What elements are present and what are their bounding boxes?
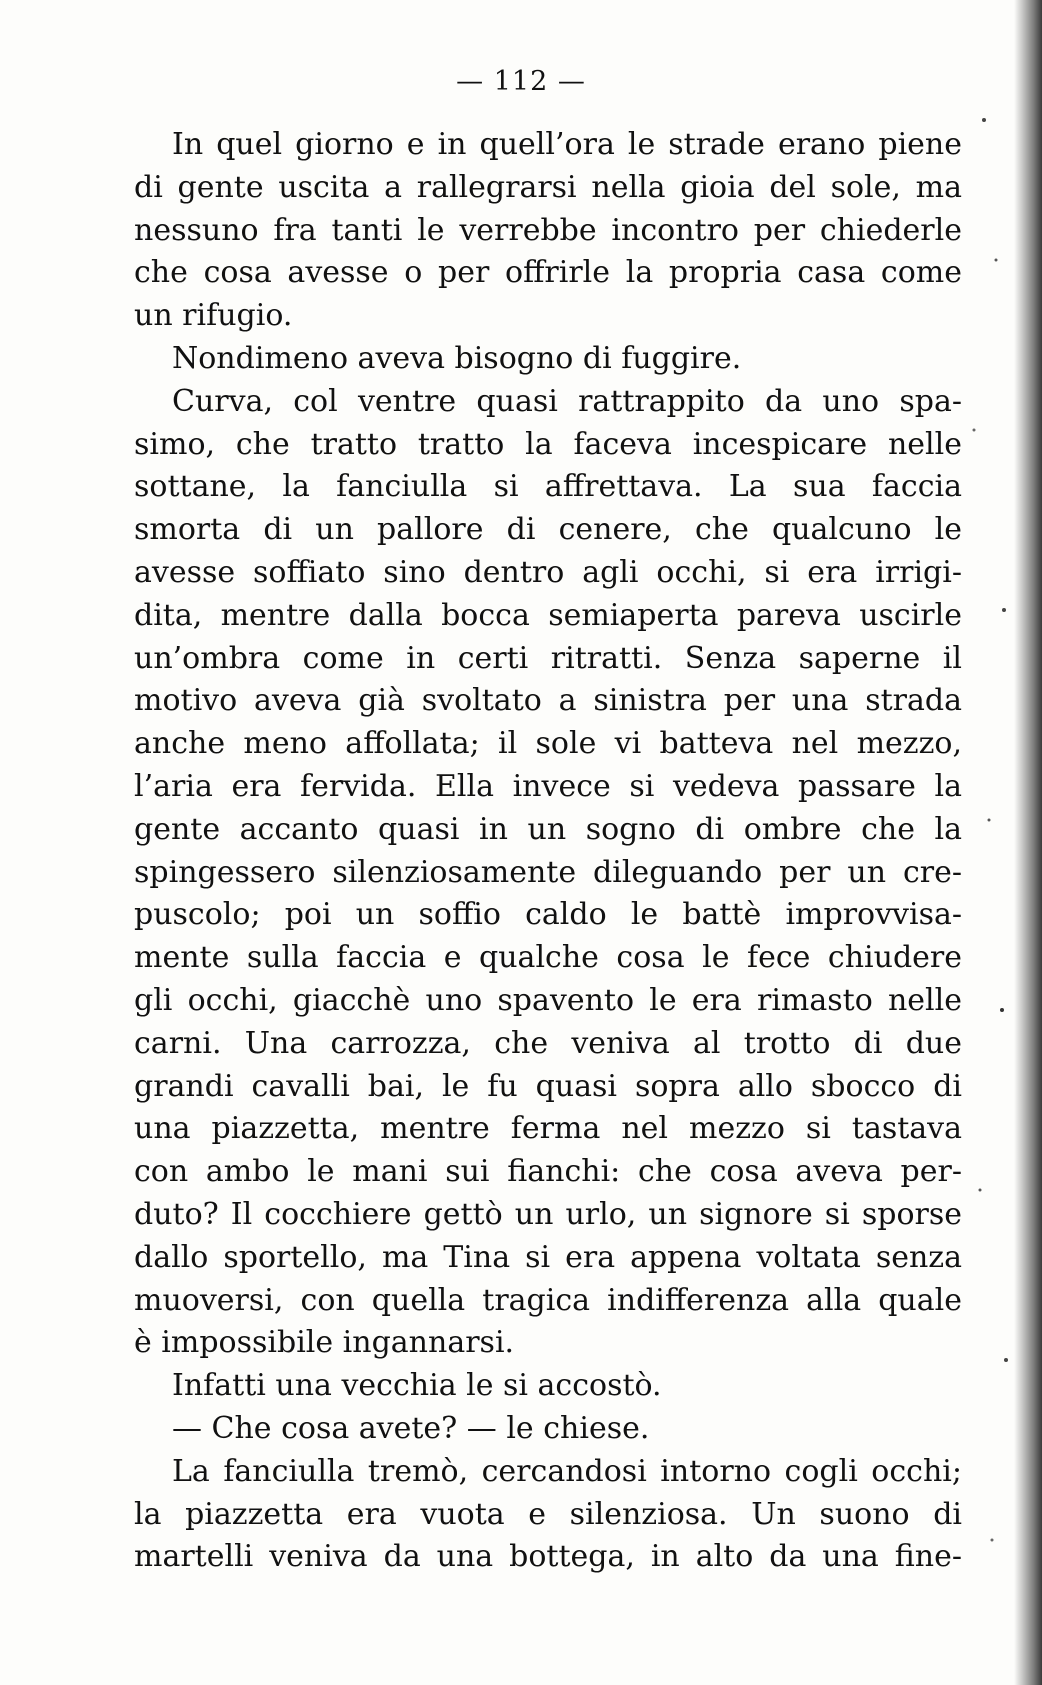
- text-line: dallo sportello, ma Tina si era appena voltata senza: [134, 1239, 962, 1275]
- body-text: [134, 124, 962, 1579]
- text-line: motivo aveva già svoltato a sinistra per una strada: [134, 683, 962, 719]
- text-line: muoversi, con quella tragica indifferenza alla quale: [134, 1282, 962, 1318]
- text-line: duto? Il cocchiere gettò un urlo, un signore si sporse: [134, 1196, 962, 1232]
- text-line: dita, mentre dalla bocca semiaperta pareva uscirle: [134, 597, 962, 633]
- text-line: che cosa avesse o per offrirle la propria casa come: [134, 255, 962, 291]
- text-line: gli occhi, giacchè uno spavento le era rimasto nelle: [134, 982, 962, 1018]
- text-line: di gente uscita a rallegrarsi nella gioia del sole, ma: [134, 169, 962, 205]
- text-line: Nondimeno aveva bisogno di fuggire.: [172, 340, 742, 376]
- text-line: sottane, la fanciulla si affrettava. La sua faccia: [134, 469, 962, 505]
- text-line: con ambo le mani sui fianchi: che cosa aveva per-: [134, 1154, 962, 1190]
- text-line: puscolo; poi un soffio caldo le battè improvvisa-: [134, 897, 962, 933]
- text-line: l’aria era fervida. Ella invece si vedeva passare la: [134, 768, 962, 804]
- text-line: smorta di un pallore di cenere, che qualcuno le: [134, 512, 962, 548]
- text-line: — Che cosa avete? — le chiese.: [172, 1410, 650, 1446]
- text-line: nessuno fra tanti le verrebbe incontro per chiederle: [134, 212, 962, 248]
- text-line: spingessero silenziosamente dileguando per un cre-: [134, 854, 962, 890]
- text-line: una piazzetta, mentre ferma nel mezzo si tastava: [134, 1111, 962, 1147]
- text-line: grandi cavalli bai, le fu quasi sopra allo sbocco di: [134, 1068, 962, 1104]
- text-line: Curva, col ventre quasi rattrappito da uno spa-: [172, 383, 962, 419]
- text-line: In quel giorno e in quell’ora le strade erano piene: [172, 127, 962, 162]
- text-line: mente sulla faccia e qualche cosa le fece chiudere: [134, 940, 962, 976]
- text-line: la piazzetta era vuota e silenziosa. Un suono di: [134, 1496, 962, 1532]
- text-line: simo, che tratto tratto la faceva incespicare nelle: [134, 426, 962, 462]
- text-line: anche meno affollata; il sole vi batteva nel mezzo,: [134, 726, 962, 762]
- text-line: La fanciulla tremò, cercandosi intorno cogli occhi;: [172, 1453, 962, 1489]
- text-line: un rifugio.: [134, 298, 293, 334]
- text-line: avesse soffiato sino dentro agli occhi, si era irrigi-: [134, 554, 962, 590]
- text-line: gente accanto quasi in un sogno di ombre che la: [134, 811, 962, 847]
- scanned-page-edge: [1014, 0, 1042, 1685]
- text-line: è impossibile ingannarsi.: [134, 1325, 515, 1361]
- text-line: un’ombra come in certi ritratti. Senza saperne il: [134, 640, 962, 676]
- page-number: — 112 —: [456, 66, 586, 97]
- text-line: Infatti una vecchia le si accostò.: [172, 1368, 662, 1404]
- text-line: carni. Una carrozza, che veniva al trotto di due: [134, 1025, 962, 1061]
- text-line: martelli veniva da una bottega, in alto da una fine-: [134, 1539, 962, 1575]
